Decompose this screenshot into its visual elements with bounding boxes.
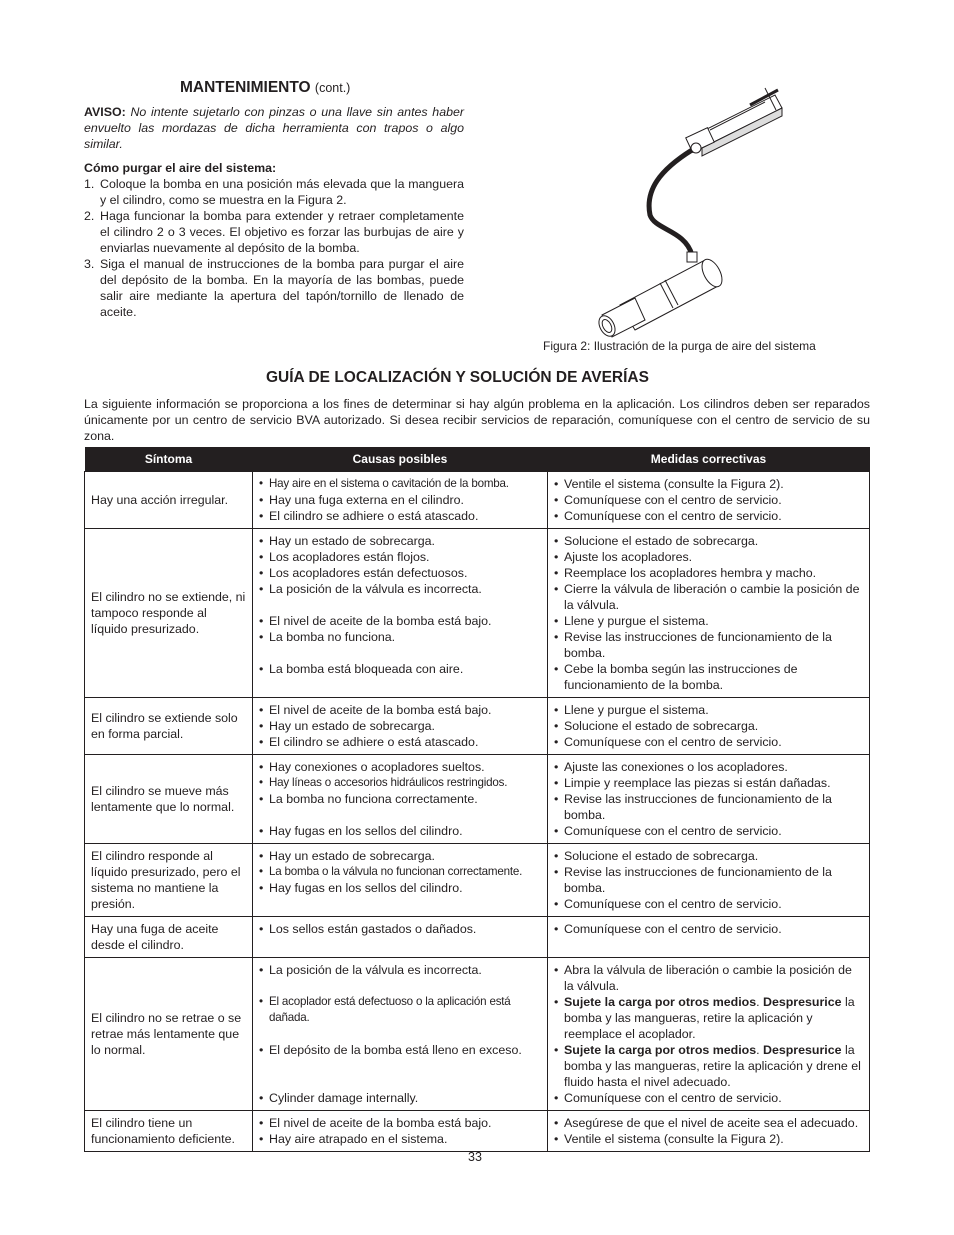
symptom-cell: Hay una acción irregular. — [85, 472, 253, 529]
table-row — [85, 698, 870, 755]
causes-cell — [253, 958, 548, 1111]
fix-text-part: . — [756, 1043, 763, 1057]
fix-item: • Ventile el sistema (consulte la Figura 2). — [554, 1131, 863, 1147]
cause-item: • Hay líneas o accesorios hidráulicos restringidos. — [259, 775, 541, 791]
fix-item: • Asegúrese de que el nivel de aceite sea el adecuado. — [554, 1115, 863, 1131]
cause-item: • Hay una fuga externa en el cilindro. — [259, 492, 541, 508]
symptom-cell: Hay una fuga de aceite desde el cilindro. — [85, 917, 253, 958]
fix-item: • Limpie y reemplace las piezas si están dañadas. — [554, 775, 863, 791]
fix-item: • Cebe la bomba según las instrucciones de funcionamiento de la bomba. — [554, 661, 863, 693]
troubleshooting-table — [84, 447, 870, 1152]
fix-item: • Cierre la válvula de liberación o cambie la posición de la válvula. — [554, 581, 863, 613]
table-row — [85, 529, 870, 698]
cause-item: • El nivel de aceite de la bomba está bajo. — [259, 1115, 541, 1131]
cause-item: • La bomba está bloqueada con aire. — [259, 661, 541, 677]
figure-caption: Figura 2: Ilustración de la purga de aire del sistema — [543, 339, 816, 353]
fix-item: • Reemplace los acopladores hembra y macho. — [554, 565, 863, 581]
spacer — [259, 597, 541, 613]
table-row — [85, 472, 870, 529]
cause-item: • El depósito de la bomba está lleno en exceso. — [259, 1042, 541, 1058]
fixes-cell — [548, 917, 870, 958]
fix-item: • Revise las instrucciones de funcionamiento de la bomba. — [554, 791, 863, 823]
notice-label: AVISO: — [84, 105, 126, 119]
causes-cell — [253, 917, 548, 958]
cause-item: • El cilindro se adhiere o está atascado. — [259, 508, 541, 524]
symptom-cell: El cilindro no se retrae o se retrae más lentamente que lo normal. — [85, 958, 253, 1111]
fix-item: • Comuníquese con el centro de servicio. — [554, 492, 863, 508]
table-header-row — [85, 447, 870, 472]
header-symptom: Síntoma — [85, 447, 253, 472]
symptom-cell: El cilindro responde al líquido presurizado, pero el sistema no mantiene la presión. — [85, 844, 253, 917]
fix-item: • Revise las instrucciones de funcionamiento de la bomba. — [554, 629, 863, 661]
section-title: MANTENIMIENTO (cont.) — [180, 79, 351, 96]
causes-cell — [253, 472, 548, 529]
fix-item — [554, 1042, 863, 1090]
table-row — [85, 755, 870, 844]
cause-item: • Hay un estado de sobrecarga. — [259, 718, 541, 734]
fix-item: • Comuníquese con el centro de servicio. — [554, 508, 863, 524]
maintenance-section — [84, 80, 464, 320]
cause-item: • Hay conexiones o acopladores sueltos. — [259, 759, 541, 775]
cause-item: • Cylinder damage internally. — [259, 1090, 541, 1106]
causes-cell — [253, 844, 548, 917]
fixes-cell — [548, 472, 870, 529]
fixes-cell — [548, 958, 870, 1111]
purge-step: 1. Coloque la bomba en una posición más elevada que la manguera y el cilindro, como se muestra en la Figura 2. — [84, 177, 464, 207]
cause-item: • Los sellos están gastados o dañados. — [259, 921, 541, 937]
spacer — [259, 1058, 541, 1074]
notice-paragraph — [84, 104, 464, 152]
cause-item: • Hay fugas en los sellos del cilindro. — [259, 823, 541, 839]
fixes-cell — [548, 529, 870, 698]
fix-text-part: Despresurice — [763, 1043, 842, 1057]
symptom-cell: El cilindro se extiende solo en forma parcial. — [85, 698, 253, 755]
table-body — [85, 472, 870, 1152]
fix-item: • Solucione el estado de sobrecarga. — [554, 718, 863, 734]
guide-intro: La siguiente información se proporciona a los fines de determinar si hay algún problema en la aplicación. Los cilindros deben ser reparados únicamente por un centro de servicio BVA autorizado. Si desea recibir servicios de reparación, comuníquese con el centro de servicio de su zona. — [84, 397, 870, 443]
cause-item: • Hay aire atrapado en el sistema. — [259, 1131, 541, 1147]
fix-item: • Abra la válvula de liberación o cambie la posición de la válvula. — [554, 962, 863, 994]
fix-item: • Solucione el estado de sobrecarga. — [554, 848, 863, 864]
cause-item: • El nivel de aceite de la bomba está bajo. — [259, 702, 541, 718]
fix-item: • Solucione el estado de sobrecarga. — [554, 533, 863, 549]
fix-text-part: . — [756, 995, 763, 1009]
purge-step: 3. Siga el manual de instrucciones de la bomba para purgar el aire del depósito de la bomba. En la mayoría de las bombas, puede salir aire mediante la apertura del tapón/tornillo de llenado de aceite. — [84, 257, 464, 319]
header-fixes: Medidas correctivas — [548, 447, 870, 472]
table-row — [85, 1111, 870, 1152]
fix-item: • Ajuste las conexiones o los acopladores. — [554, 759, 863, 775]
table-row — [85, 844, 870, 917]
cause-item: • La bomba o la válvula no funcionan correctamente. — [259, 864, 541, 880]
symptom-cell: El cilindro no se extiende, ni tampoco responde al líquido presurizado. — [85, 529, 253, 698]
fixes-cell — [548, 755, 870, 844]
fix-text-part: la bomba y las mangueras, retire la aplicación y drene el fluido hasta el nivel adecuado. — [564, 1043, 861, 1089]
cause-item: • El nivel de aceite de la bomba está bajo. — [259, 613, 541, 629]
cause-item: • La posición de la válvula es incorrecta. — [259, 581, 541, 597]
symptom-cell: El cilindro tiene un funcionamiento deficiente. — [85, 1111, 253, 1152]
spacer — [259, 1074, 541, 1090]
fix-item: • Comuníquese con el centro de servicio. — [554, 823, 863, 839]
fix-text-part: Sujete la carga por otros medios — [564, 995, 757, 1009]
guide-title: GUÍA DE LOCALIZACIÓN Y SOLUCIÓN DE AVERÍAS — [266, 369, 649, 386]
cause-item: • El acoplador está defectuoso o la aplicación está dañada. — [259, 994, 541, 1026]
fixes-cell — [548, 1111, 870, 1152]
causes-cell — [253, 529, 548, 698]
cause-item: • Hay aire en el sistema o cavitación de la bomba. — [259, 476, 541, 492]
fixes-cell — [548, 698, 870, 755]
fix-item: • Comuníquese con el centro de servicio. — [554, 896, 863, 912]
fix-text-part: Despresurice — [763, 995, 842, 1009]
cause-item: • Hay un estado de sobrecarga. — [259, 533, 541, 549]
purge-heading: Cómo purgar el aire del sistema: — [84, 161, 277, 175]
fix-item: • Llene y purgue el sistema. — [554, 613, 863, 629]
section-cont: (cont.) — [314, 81, 351, 95]
causes-cell — [253, 755, 548, 844]
causes-cell — [253, 698, 548, 755]
purge-steps — [84, 176, 464, 320]
pump-cylinder-illustration — [590, 80, 790, 340]
fix-item — [554, 994, 863, 1042]
page-number: 33 — [468, 1150, 482, 1164]
fix-item: • Comuníquese con el centro de servicio. — [554, 921, 863, 937]
fix-text-part: la bomba y las mangueras, retire la aplicación y reemplace el acoplador. — [564, 995, 855, 1041]
causes-cell — [253, 1111, 548, 1152]
cause-item: • Hay fugas en los sellos del cilindro. — [259, 880, 541, 896]
cause-item: • Hay un estado de sobrecarga. — [259, 848, 541, 864]
table-row — [85, 958, 870, 1111]
spacer — [259, 978, 541, 994]
spacer — [259, 807, 541, 823]
cause-item: • La bomba no funciona. — [259, 629, 541, 645]
cause-item: • La posición de la válvula es incorrecta. — [259, 962, 541, 978]
header-causes: Causas posibles — [253, 447, 548, 472]
cause-item: • Los acopladores están flojos. — [259, 549, 541, 565]
fix-item: • Ventile el sistema (consulte la Figura 2). — [554, 476, 863, 492]
spacer — [259, 645, 541, 661]
fix-item: • Ajuste los acopladores. — [554, 549, 863, 565]
fixes-cell — [548, 844, 870, 917]
spacer — [259, 1026, 541, 1042]
fix-item: • Revise las instrucciones de funcionamiento de la bomba. — [554, 864, 863, 896]
fix-text-part: Sujete la carga por otros medios — [564, 1043, 757, 1057]
fix-item: • Comuníquese con el centro de servicio. — [554, 734, 863, 750]
fix-item: • Comuníquese con el centro de servicio. — [554, 1090, 863, 1106]
cause-item: • La bomba no funciona correctamente. — [259, 791, 541, 807]
notice-text: No intente sujetarlo con pinzas o una llave sin antes haber envuelto las mordazas de dicha herramienta con trapos o algo similar. — [84, 105, 464, 151]
symptom-cell: El cilindro se mueve más lentamente que lo normal. — [85, 755, 253, 844]
cause-item: • El cilindro se adhiere o está atascado. — [259, 734, 541, 750]
fix-item: • Llene y purgue el sistema. — [554, 702, 863, 718]
purge-step: 2. Haga funcionar la bomba para extender y retraer completamente el cilindro 2 o 3 veces. El objetivo es forzar las burbujas de aire y enviarlas nuevamente al depósito de la bomba. — [84, 209, 464, 255]
cause-item: • Los acopladores están defectuosos. — [259, 565, 541, 581]
table-row — [85, 917, 870, 958]
